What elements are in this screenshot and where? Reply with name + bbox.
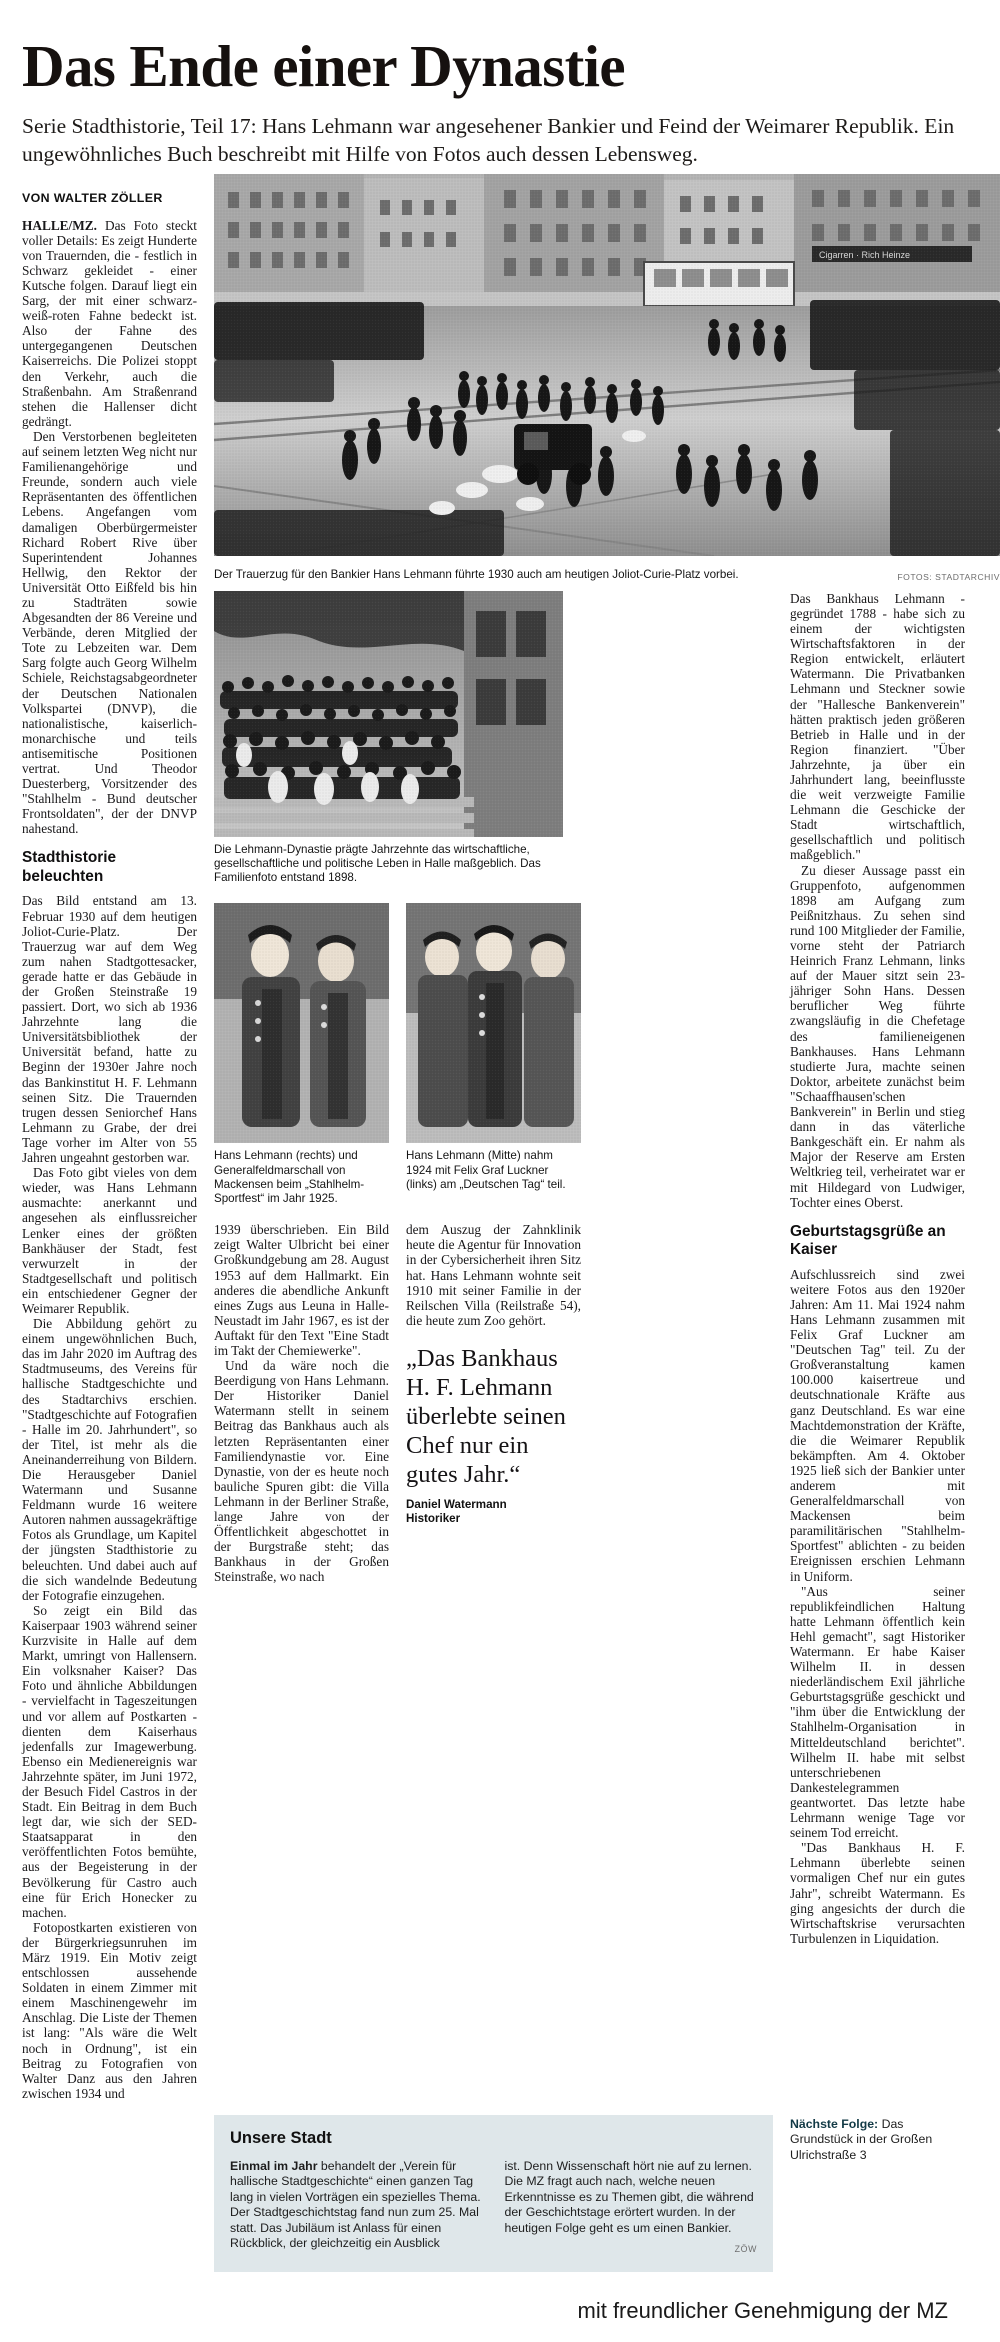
paragraph: dem Auszug der Zahnklinik heute die Agentur für Innovation in der Cybersicherheit ihren Sitz hat. Hans Lehmann wohnte seit 1910 mit seiner Familie in der Reilschen Villa (Reilstraße 54), die heute zum Zoo gehört.	[406, 1222, 581, 1328]
funeral-procession-image	[214, 174, 1000, 556]
info-box-title: Unsere Stadt	[230, 2128, 332, 2147]
column-5	[790, 591, 965, 1946]
info-box-unsere-stadt	[214, 2115, 773, 2272]
column-3	[214, 1222, 389, 1584]
pull-quote: „Das Bankhaus H. F. Lehmann überlebte seinen Chef nur ein gutes Jahr.“	[406, 1344, 566, 1488]
info-box-lead: Einmal im Jahr	[230, 2158, 318, 2173]
spacer-left	[22, 2115, 197, 2272]
deutscher-tag-photo	[406, 903, 581, 1192]
permission-footer: mit freundlicher Genehmigung der MZ	[577, 2297, 948, 2323]
paragraph: 1939 überschrieben. Ein Bild zeigt Walter Ulbricht bei einer Großkundgebung am 28. August 1953 auf dem Hallmarkt. Ein anderes die abendliche Ankunft eines Zugs aus Leuna in Halle-Neustadt im Jahr 1967, es ist der Auftakt für den Text "Eine Stadt im Takt der Chemiewerke".	[214, 1222, 389, 1359]
paragraph-lead: HALLE/MZ. Das Foto steckt voller Details: Es zeigt Hunderte von Trauernden, die - festlich in Schwarz gekleidet - einer Kutsche folgen. Darauf liegt ein Sarg, der mit einer schwarz-weiß-roten Fahne bedeckt ist. Also der Fahne des untergegangenen Deutschen Kaiserreichs. Die Polizei stoppt den Verkehr, auch die Straßenbahn. Am Straßenrand stehen die Hallenser dicht gedrängt.	[22, 217, 198, 429]
info-box-col-1	[230, 2159, 483, 2254]
gutter	[197, 2115, 214, 2272]
bottom-band	[22, 2115, 978, 2272]
photo-caption-family: Die Lehmann-Dynastie prägte Jahrzehnte das wirtschaftliche, gesellschaftliche und politische Leben in Halle maßgeblich. Das Familienfoto entstand 1898.	[214, 842, 541, 885]
section-heading-stadthistorie: Stadthistorie beleuchten	[22, 849, 117, 885]
gutter	[773, 2115, 790, 2272]
top-band	[22, 169, 1000, 2101]
info-box-signature: ZÖW	[734, 2243, 757, 2254]
paragraph: Das Foto gibt vieles von dem wieder, was Hans Lehmann ausmachte: anerkannt und angesehen als einflussreicher Lenker eines der größten Bankhäuser der Stadt, fest verwurzelt in der Stadtgesellschaft und politisch ein entschiedener Gegner der Weimarer Republik.	[22, 1165, 197, 1316]
dateline: HALLE/MZ.	[22, 217, 97, 233]
info-box-paragraph-2: ist. Denn Wissenschaft hört nie auf zu lernen. Die MZ fragt auch nach, welche neuen Erkenntnisse es zu Themen gibt, die während der Geschichtstage erörtert wurden. In der heutigen Folge geht es um einen Bankier.	[504, 2158, 754, 2235]
paragraph: Fotopostkarten existieren von der Bürgerkriegsunruhen im März 1919. Ein Motiv zeigt entschlossen aussehende Soldaten in einem Zimmer mit einem Maschinengewehr im Anschlag. Die Liste der Themen ist lang: "Als wäre die Welt noch in Ordnung", ist ein Beitrag zu Fotografien von Walter Danz aus den Jahren zwischen 1934 und	[22, 1919, 197, 2101]
paragraph: Das Bankhaus Lehmann - gegründet 1788 - habe sich zu einem der wichtigsten Wirtschaftsfaktoren in der Region entwickelt, erläutert Watermann. Die Privatbanken Lehmann und Steckner sowie der "Hallesche Bankenverein" hätten praktisch jeden größeren Betrieb in Halle und in der Region finanziert. "Über Jahrzehnte, ja über ein Jahrhundert lang, beeinflusste die weit verzweigte Familie Lehmann die Geschicke der Stadt wirtschaftlich, gesellschaftlich und politisch maßgeblich."	[790, 590, 965, 863]
page-title: Das Ende einer Dynastie	[22, 33, 625, 99]
stahlhelm-sportfest-image	[214, 903, 389, 1143]
photo-caption-sportfest: Hans Lehmann (rechts) und Generalfeldmarschall von Mackensen beim „Stahlhelm-Sportfest“ im Jahr 1925.	[214, 1149, 365, 1206]
lower-text-band	[214, 1222, 773, 1584]
paragraph: "Aus seiner republikfeindlichen Haltung hatte Lehmann öffentlich kein Hehl gemacht", sagt Historiker Watermann. Er habe Kaiser Wilhelm II. in dessen niederländischem Exil jährliche Geburtstagsgrüße geschickt und "ihm über die Entwicklung der Stahlhelm-Organisation in Mitteldeutschland berichtet". Wilhelm II. habe mit selbst unterschriebenen Dankestelegrammen geantwortet. Das letzte habe Lehrmann wenige Tage vor seinem Tod erreicht.	[790, 1583, 965, 1841]
paragraph: Aufschlussreich sind zwei weitere Fotos aus den 1920er Jahren: Am 11. Mai 1924 nahm Hans Lehmann zusammen mit Felix Graf Luckner am "Deutschen Tag" teil. Zu der Großveranstaltung kamen 100.000 kaisertreue und deutschnationale Kräfte aus ganz Deutschland. Es war eine Machtdemonstration der Kräfte, die die Weimarer Republik bekämpften. Am 4. Oktober 1925 ließ sich der Bankier unter anderem mit Generalfeldmarschall von Mackensen beim paramilitärischen "Stahlhelm-Sportfest" ablichten - zu beiden Ereignissen erschien Lehmann in Uniform.	[790, 1266, 965, 1584]
paragraph: Das Bild entstand am 13. Februar 1930 auf dem heutigen Joliot-Curie-Platz. Der Trauerzug war auf dem Weg zum nahen Stadtgottesacker, gerade hatte er das Gebäude in der Großen Steinstraße 19 passiert. Dort, wo sich ab 1936 Jahrzehnte lang die Universitätsbibliothek der Universität befand, hatte zu Beginn der 1930er Jahre noch das Bankinstitut H. F. Lehmann seinen Sitz. Die Trauernden trugen dessen Seniorchef Hans Lehmann zu Grabe, der drei Tage vorher im Alter von 55 Jahren ungeahnt gestorben war.	[22, 893, 197, 1166]
pull-quote-attribution-role: Historiker	[406, 1511, 461, 1525]
info-box-paragraph-1: Einmal im Jahr behandelt der „Verein für hallische Stadtgeschichte“ einen ganzen Tag lang in vielen Vorträgen ein spezielles Thema. Der Stadtgeschichtstag fand nun zum 25. Mal statt. Das Jubiläum ist Anlass für einen Rückblick, der gleichzeitig ein Ausblick	[230, 2158, 481, 2250]
byline: VON WALTER ZÖLLER	[22, 190, 163, 205]
paragraph: Den Verstorbenen begleiteten auf seinem letzten Weg nicht nur Familienangehörige und Freunde, sondern auch viele Repräsentanten des öffentlichen Lebens. Angefangen vom damaligen Oberbürgermeister Richard Robert Rive über Superintendent Johannes Hellwig, den Rektor der Universität Otto Eißfeld bis hin zu Stadträten sowie Abgesandten der 86 Vereine und Verbände, deren Mitglied der Tote zu Lebzeiten war. Dem Sarg folgte auch Georg Wilhelm Schiele, Reichstagsabgeordneter der Deutschen Nationalen Volkspartei (DNVP), die nationalistische, kaiserlich-monarchische und teils antisemitische Positionen vertrat. Und Theodor Duesterberg, Vorsitzender des "Stahlhelm - Bund deutscher Frontsoldaten", der der DNVP nahestand.	[22, 428, 197, 837]
section-heading-geburtstag: Geburtstagsgrüße an Kaiser	[790, 1222, 946, 1259]
family-portrait-image	[214, 591, 563, 837]
paragraph: So zeigt ein Bild das Kaiserpaar 1903 während seiner Kurzvisite in Halle auf dem Markt, umringt von Hallensern. Ein volksnaher Kaiser? Das Foto und ähnliche Abbildungen - vervielfacht in Tageszeitungen und vor allem auf Postkarten - dienten dem Kaiserhaus jedenfalls zur Imagewerbung. Ebenso ein Medienereignis war Jahrzehnte später, im Juni 1972, der Besuch Fidel Castros in der Stadt. Ein Beitrag in dem Buch legt dar, wie sich der SED-Staatsapparat in den veröffentlichten Fotos bemühte, aus der Begeisterung in der Bevölkerung für Castro auch eine für Erich Honecker zu machen.	[22, 1602, 197, 1920]
photo-caption-funeral: Der Trauerzug für den Bankier Hans Lehmann führte 1930 auch am heutigen Joliot-Curie-Platz vorbei.	[214, 567, 739, 581]
mid-band	[214, 591, 1000, 1946]
pull-quote-attribution-name: Daniel Watermann	[406, 1497, 507, 1511]
photo-credit: FOTOS: STADTARCHIV	[897, 571, 1000, 582]
photo-caption-deutschertag: Hans Lehmann (Mitte) nahm 1924 mit Felix Graf Luckner (links) am „Deutschen Tag“ teil.	[406, 1149, 566, 1191]
next-issue: Nächste Folge: Das Grundstück in der Großen Ulrichstraße 3	[790, 2116, 933, 2162]
next-issue-label: Nächste Folge:	[790, 2116, 879, 2131]
paragraph: Die Abbildung gehört zu einem ungewöhnlichen Buch, das im Jahr 2020 im Auftrag des Stadtmuseums, des Vereins für hallische Stadtgeschichte und des Stadtarchivs erschien. "Stadtgeschichte auf Fotografien - Halle im 20. Jahrhundert", so der Titel, ist mehr als die Aneinanderreihung von Bildern. Die Herausgeber Daniel Watermann und Susanne Feldmann wurde 16 weitere Autoren nahmen aussagekräftige Fotos als Grundlage, um Kapitel der jüngsten Stadthistorie zu beleuchten. Und dabei auch auf die sich wandelnde Bedeutung der Fotografie einzugehen.	[22, 1316, 198, 1603]
paragraph: Zu dieser Aussage passt ein Gruppenfoto, aufgenommen 1898 am Aufgang zum Peißnitzhaus. Zu sehen sind rund 100 Mitglieder der Familie, vorne steht der Patriarch Heinrich Franz Lehmann, links auf der Mauer sitzt sein 23-jähriger Sohn Hans. Dessen beruflicher Weg führte zwangsläufig in die Chefetage des familieneigenen Bankhauses. Hans Lehmann studierte Jura, machte seinen Doktor, arbeitete zunächst beim "Schaaffhausen'schen Bankverein" in Berlin und stieg dann in das väterliche Bankgeschäft ein. Er nahm als Major der Reserve am Ersten Weltkrieg teil, verheiratet war er mit Hildegard von Ludwiger, Tochter eines Oberst.	[790, 862, 965, 1210]
paragraph: "Das Bankhaus H. F. Lehmann überlebte seinen vormaligen Chef nur ein gutes Jahr", schreibt Watermann. Es ging angesichts der durch die Wirtschaftskrise verursachten Turbulenzen in Liquidation.	[790, 1840, 965, 1946]
article-subhead: Serie Stadthistorie, Teil 17: Hans Lehmann war angesehener Bankier und Feind der Weimarer Republik. Ein ungewöhnliches Buch beschreibt mit Hilfe von Fotos auch dessen Lebensweg.	[22, 113, 955, 166]
small-photos-band	[214, 903, 773, 1206]
column-4	[406, 1222, 581, 1526]
middle-block	[214, 591, 773, 1585]
info-box-col-2	[505, 2159, 758, 2254]
column-1	[22, 169, 197, 2101]
family-portrait-photo	[214, 591, 773, 886]
stahlhelm-sportfest-photo	[214, 903, 389, 1206]
next-issue-block	[790, 2115, 965, 2272]
paragraph: Und da wäre noch die Beerdigung von Hans Lehmann. Der Historiker Daniel Watermann stellt in seinem Beitrag das Bankhaus auch als letzten Repräsentanten einer Familiendynastie vor. Eine Dynastie, von der es heute noch bauliche Spuren gibt: die Villa Lehmann in der Berliner Straße, lange Jahre von der Öffentlichkeit abgeschottet in der Burgstraße steht; das Bankhaus in der Großen Steinstraße, wo nach	[214, 1358, 389, 1585]
info-box-columns	[230, 2159, 757, 2254]
right-area	[214, 169, 1000, 1946]
funeral-procession-photo	[214, 174, 1000, 582]
deutscher-tag-image	[406, 903, 581, 1143]
